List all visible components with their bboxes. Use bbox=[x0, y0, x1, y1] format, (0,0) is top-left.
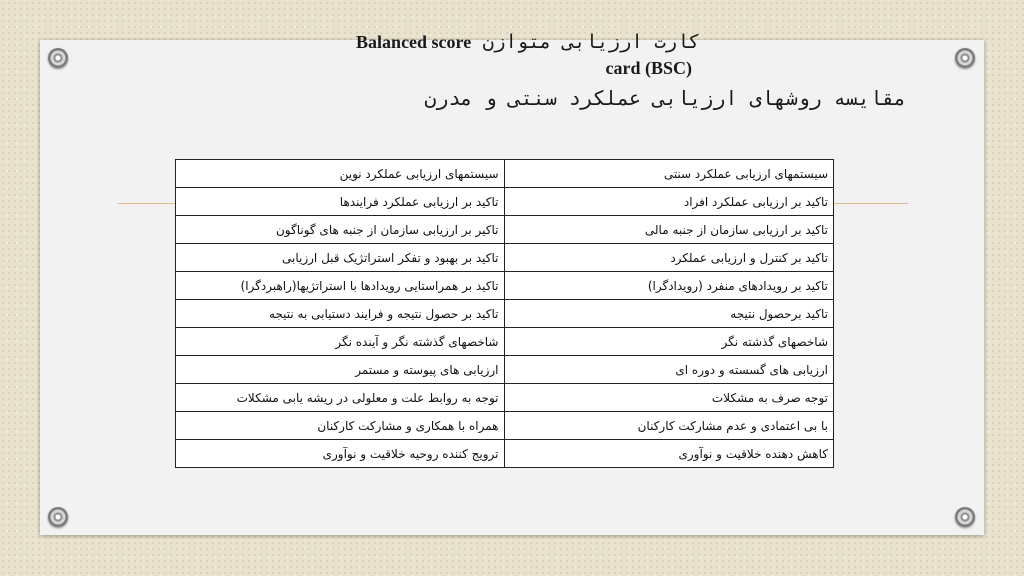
table-cell: تاکید بر حصول نتیجه و فرایند دستیابی به نتیجه bbox=[176, 300, 505, 328]
table-cell: تاکید بر بهبود و تفکر استراتژیک قبل ارزیابی bbox=[176, 244, 505, 272]
table-cell: ارزیابی های گسسته و دوره ای bbox=[504, 356, 834, 384]
slide-title-english: Balanced score bbox=[356, 32, 472, 52]
comparison-table bbox=[175, 159, 834, 468]
table-header-cell: سیستمهای ارزیابی عملکرد نوین bbox=[176, 160, 505, 188]
accent-line-right bbox=[833, 203, 908, 204]
table-row bbox=[176, 328, 834, 356]
corner-screw-icon bbox=[48, 507, 68, 527]
table-row bbox=[176, 300, 834, 328]
table-row bbox=[176, 356, 834, 384]
table-cell: با بی اعتمادی و عدم مشارکت کارکنان bbox=[504, 412, 834, 440]
slide-title-persian: کارت ارزیابی متوازن bbox=[482, 31, 700, 53]
table-cell: شاخصهای گذشته نگر bbox=[504, 328, 834, 356]
table-cell: تاکید بر ارزیابی سازمان از جنبه مالی bbox=[504, 216, 834, 244]
table-cell: تاکیر بر ارزیابی سازمان از جنبه های گوناگون bbox=[176, 216, 505, 244]
table-cell: شاخصهای گذشته نگر و آینده نگر bbox=[176, 328, 505, 356]
table-row bbox=[176, 272, 834, 300]
slide-subtitle: مقایسه روشهای ارزیابی عملکرد سنتی و مدرن bbox=[424, 86, 906, 110]
slide-title bbox=[290, 31, 700, 55]
table-header-cell: سیستمهای ارزیابی عملکرد سنتی bbox=[504, 160, 834, 188]
table-row bbox=[176, 244, 834, 272]
accent-line-left bbox=[118, 203, 176, 204]
table-cell: توجه به روابط علت و معلولی در ریشه یابی مشکلات bbox=[176, 384, 505, 412]
table-cell: تاکید برحصول نتیجه bbox=[504, 300, 834, 328]
table-row bbox=[176, 384, 834, 412]
table-cell: تاکید بر ارزیابی عملکرد فرایندها bbox=[176, 188, 505, 216]
table-header-row bbox=[176, 160, 834, 188]
table-cell: توجه صرف به مشکلات bbox=[504, 384, 834, 412]
table-cell: تاکید بر کنترل و ارزیابی عملکرد bbox=[504, 244, 834, 272]
corner-screw-icon bbox=[955, 48, 975, 68]
table-cell: ترویج کننده روحیه خلاقیت و نوآوری bbox=[176, 440, 505, 468]
table-cell: کاهش دهنده خلاقیت و نوآوری bbox=[504, 440, 834, 468]
table-row bbox=[176, 216, 834, 244]
table-row bbox=[176, 440, 834, 468]
table-cell: تاکید بر همراستایی رویدادها با استراتژیها(راهبردگرا) bbox=[176, 272, 505, 300]
corner-screw-icon bbox=[955, 507, 975, 527]
table-cell: تاکید بر رویدادهای منفرد (رویدادگرا) bbox=[504, 272, 834, 300]
table-row bbox=[176, 412, 834, 440]
table-cell: ارزیابی های پیوسته و مستمر bbox=[176, 356, 505, 384]
table-cell: تاکید بر ارزیابی عملکرد افراد bbox=[504, 188, 834, 216]
slide-title-english-continued: card (BSC) bbox=[605, 58, 692, 78]
table-row bbox=[176, 188, 834, 216]
corner-screw-icon bbox=[48, 48, 68, 68]
table-cell: همراه با همکاری و مشارکت کارکنان bbox=[176, 412, 505, 440]
